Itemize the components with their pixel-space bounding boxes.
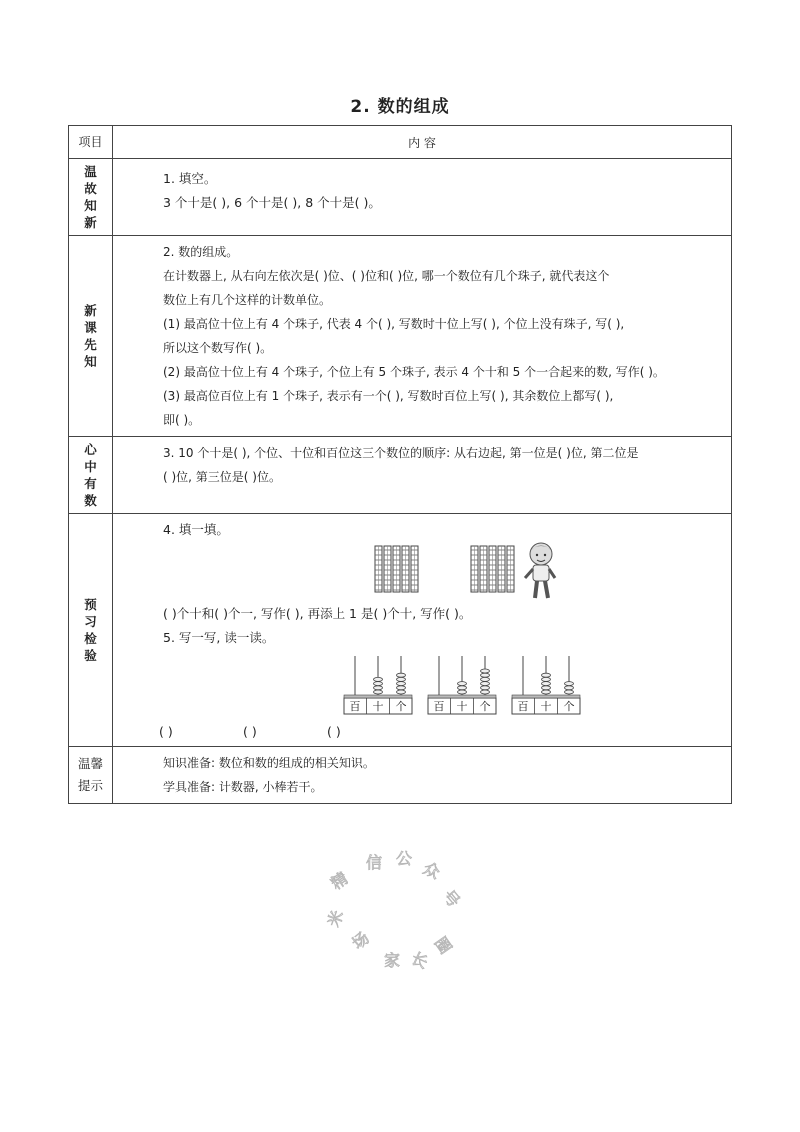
abacus-place-label: 个 bbox=[395, 700, 407, 713]
row-preview-knowledge bbox=[69, 236, 732, 437]
svg-text:公: 公 bbox=[396, 850, 413, 868]
abacus-place-label: 百 bbox=[433, 700, 445, 713]
row-content bbox=[113, 437, 732, 514]
abacus-bead bbox=[565, 690, 574, 694]
sticks-illustration bbox=[163, 542, 723, 602]
abacus-place-label: 百 bbox=[349, 700, 361, 713]
row-label bbox=[69, 236, 113, 437]
stick-bundle-icon bbox=[489, 546, 496, 592]
text-line: 3. 10 个十是( ), 个位、十位和百位这三个数位的顺序: 从右边起, 第一位是( )位, 第二位是 bbox=[163, 446, 639, 460]
abacus-bead bbox=[481, 673, 490, 677]
stick-bundle-icon bbox=[384, 546, 391, 592]
row-label bbox=[69, 437, 113, 514]
row-tips bbox=[69, 747, 732, 804]
abacus-bead bbox=[565, 682, 574, 686]
abacus-place-label: 十 bbox=[372, 700, 384, 713]
text-line: 1. 填空。 bbox=[163, 171, 217, 186]
child-figure-icon bbox=[525, 543, 555, 598]
svg-text:长: 长 bbox=[408, 948, 431, 973]
label-text: 温馨提示 bbox=[77, 756, 103, 793]
tip-line: 知识准备: 数位和数的组成的相关知识。 bbox=[163, 756, 375, 770]
abacus-bead bbox=[374, 677, 383, 681]
text-line: 在计数器上, 从右向左依次是( )位、( )位和( )位, 哪一个数位有几个珠子, 就代表这个 bbox=[163, 269, 610, 283]
answer-blank-2: ( ) bbox=[243, 724, 257, 739]
svg-text:场: 场 bbox=[348, 928, 373, 954]
row-review bbox=[69, 159, 732, 236]
stick-bundle-icon bbox=[498, 546, 505, 592]
abacus-bead bbox=[481, 686, 490, 690]
question-5: 5. 写一写, 读一读。 bbox=[163, 630, 275, 645]
abacus-bead bbox=[397, 682, 406, 686]
text-line: 3 个十是( ), 6 个十是( ), 8 个十是( )。 bbox=[163, 195, 381, 210]
page-title: 2. 数的组成 bbox=[350, 97, 450, 117]
svg-text:圈: 圈 bbox=[430, 933, 456, 958]
question-4-fill: ( )个十和( )个一, 写作( ), 再添上 1 是( )个十, 写作( )。 bbox=[163, 606, 472, 621]
abacus-place-label: 个 bbox=[479, 700, 491, 713]
abacus-svg bbox=[163, 654, 723, 718]
row-content bbox=[113, 236, 732, 437]
row-content bbox=[113, 159, 732, 236]
label-text: 新课先知 bbox=[84, 303, 97, 369]
abacus-bead bbox=[397, 690, 406, 694]
abacus-place-label: 十 bbox=[540, 700, 552, 713]
row-understanding bbox=[69, 437, 732, 514]
abacus-bead bbox=[458, 690, 467, 694]
abacus-bead bbox=[397, 686, 406, 690]
abacus-bead bbox=[542, 677, 551, 681]
header-item: 项目 bbox=[69, 126, 113, 159]
stick-bundle-icon bbox=[393, 546, 400, 592]
answer-blank-3: ( ) bbox=[327, 724, 341, 739]
svg-text:家: 家 bbox=[384, 951, 401, 970]
watermark-seal bbox=[318, 850, 478, 980]
stick-bundle-icon bbox=[471, 546, 478, 592]
answer-blank-1: ( ) bbox=[159, 724, 173, 739]
label-text: 心中有数 bbox=[84, 442, 97, 508]
abacus-icon bbox=[428, 656, 496, 714]
svg-text:众: 众 bbox=[420, 858, 443, 883]
row-check bbox=[69, 514, 732, 747]
stick-bundle-icon bbox=[375, 546, 382, 592]
stick-bundle-icon bbox=[507, 546, 514, 592]
stick-bundle-icon bbox=[402, 546, 409, 592]
row-label bbox=[69, 514, 113, 747]
abacus-bead bbox=[397, 673, 406, 677]
abacus-bead bbox=[542, 690, 551, 694]
text-line: (3) 最高位百位上有 1 个珠子, 表示有一个( ), 写数时百位上写( ), 其余数位上都写( ), bbox=[163, 389, 614, 403]
abacus-place-label: 十 bbox=[456, 700, 468, 713]
abacus-bead bbox=[481, 677, 490, 681]
label-text: 温故知新 bbox=[84, 164, 97, 230]
abacus-bead bbox=[374, 682, 383, 686]
abacus-bead bbox=[481, 690, 490, 694]
sticks-svg bbox=[163, 542, 683, 602]
text-line: 数位上有几个这样的计数单位。 bbox=[163, 293, 332, 307]
text-line: 即( )。 bbox=[163, 413, 201, 427]
abacus-icon bbox=[512, 656, 580, 714]
abacus-bead bbox=[397, 677, 406, 681]
abacus-icon bbox=[344, 656, 412, 714]
abacus-bead bbox=[542, 673, 551, 677]
abacus-bead bbox=[458, 682, 467, 686]
stick-bundle-icon bbox=[480, 546, 487, 592]
abacus-bead bbox=[481, 669, 490, 673]
table-header bbox=[69, 126, 732, 159]
abacus-place-label: 百 bbox=[517, 700, 529, 713]
text-line: (2) 最高位十位上有 4 个珠子, 个位上有 5 个珠子, 表示 4 个十和 5 个一合起来的数, 写作( )。 bbox=[163, 365, 665, 379]
abacus-bead bbox=[565, 686, 574, 690]
svg-text:号: 号 bbox=[438, 886, 464, 911]
svg-text:精: 精 bbox=[327, 868, 352, 894]
text-line: 所以这个数写作( )。 bbox=[163, 341, 273, 355]
lesson-table bbox=[68, 125, 732, 804]
stick-bundle-icon bbox=[411, 546, 418, 592]
header-content: 内 容 bbox=[113, 126, 732, 159]
row-label bbox=[69, 159, 113, 236]
abacus-answers bbox=[159, 720, 723, 742]
abacus-bead bbox=[374, 686, 383, 690]
row-content bbox=[113, 747, 732, 804]
question-4: 4. 填一填。 bbox=[163, 522, 229, 537]
label-text: 预习检验 bbox=[84, 597, 97, 663]
row-content bbox=[113, 514, 732, 747]
text-line: 2. 数的组成。 bbox=[163, 245, 239, 259]
row-label bbox=[69, 747, 113, 804]
abacus-place-label: 个 bbox=[563, 700, 575, 713]
abacus-bead bbox=[542, 682, 551, 686]
text-line: ( )位, 第三位是( )位。 bbox=[163, 470, 281, 484]
abacus-bead bbox=[481, 682, 490, 686]
tip-line: 学具准备: 计数器, 小棒若干。 bbox=[163, 780, 323, 794]
abacus-bead bbox=[458, 686, 467, 690]
text-line: (1) 最高位十位上有 4 个珠子, 代表 4 个( ), 写数时十位上写( ), 个位上没有珠子, 写( ), bbox=[163, 317, 625, 331]
abacus-row bbox=[163, 654, 723, 718]
svg-text:信: 信 bbox=[366, 853, 383, 872]
abacus-bead bbox=[374, 690, 383, 694]
abacus-bead bbox=[542, 686, 551, 690]
svg-text:米: 米 bbox=[323, 907, 348, 930]
